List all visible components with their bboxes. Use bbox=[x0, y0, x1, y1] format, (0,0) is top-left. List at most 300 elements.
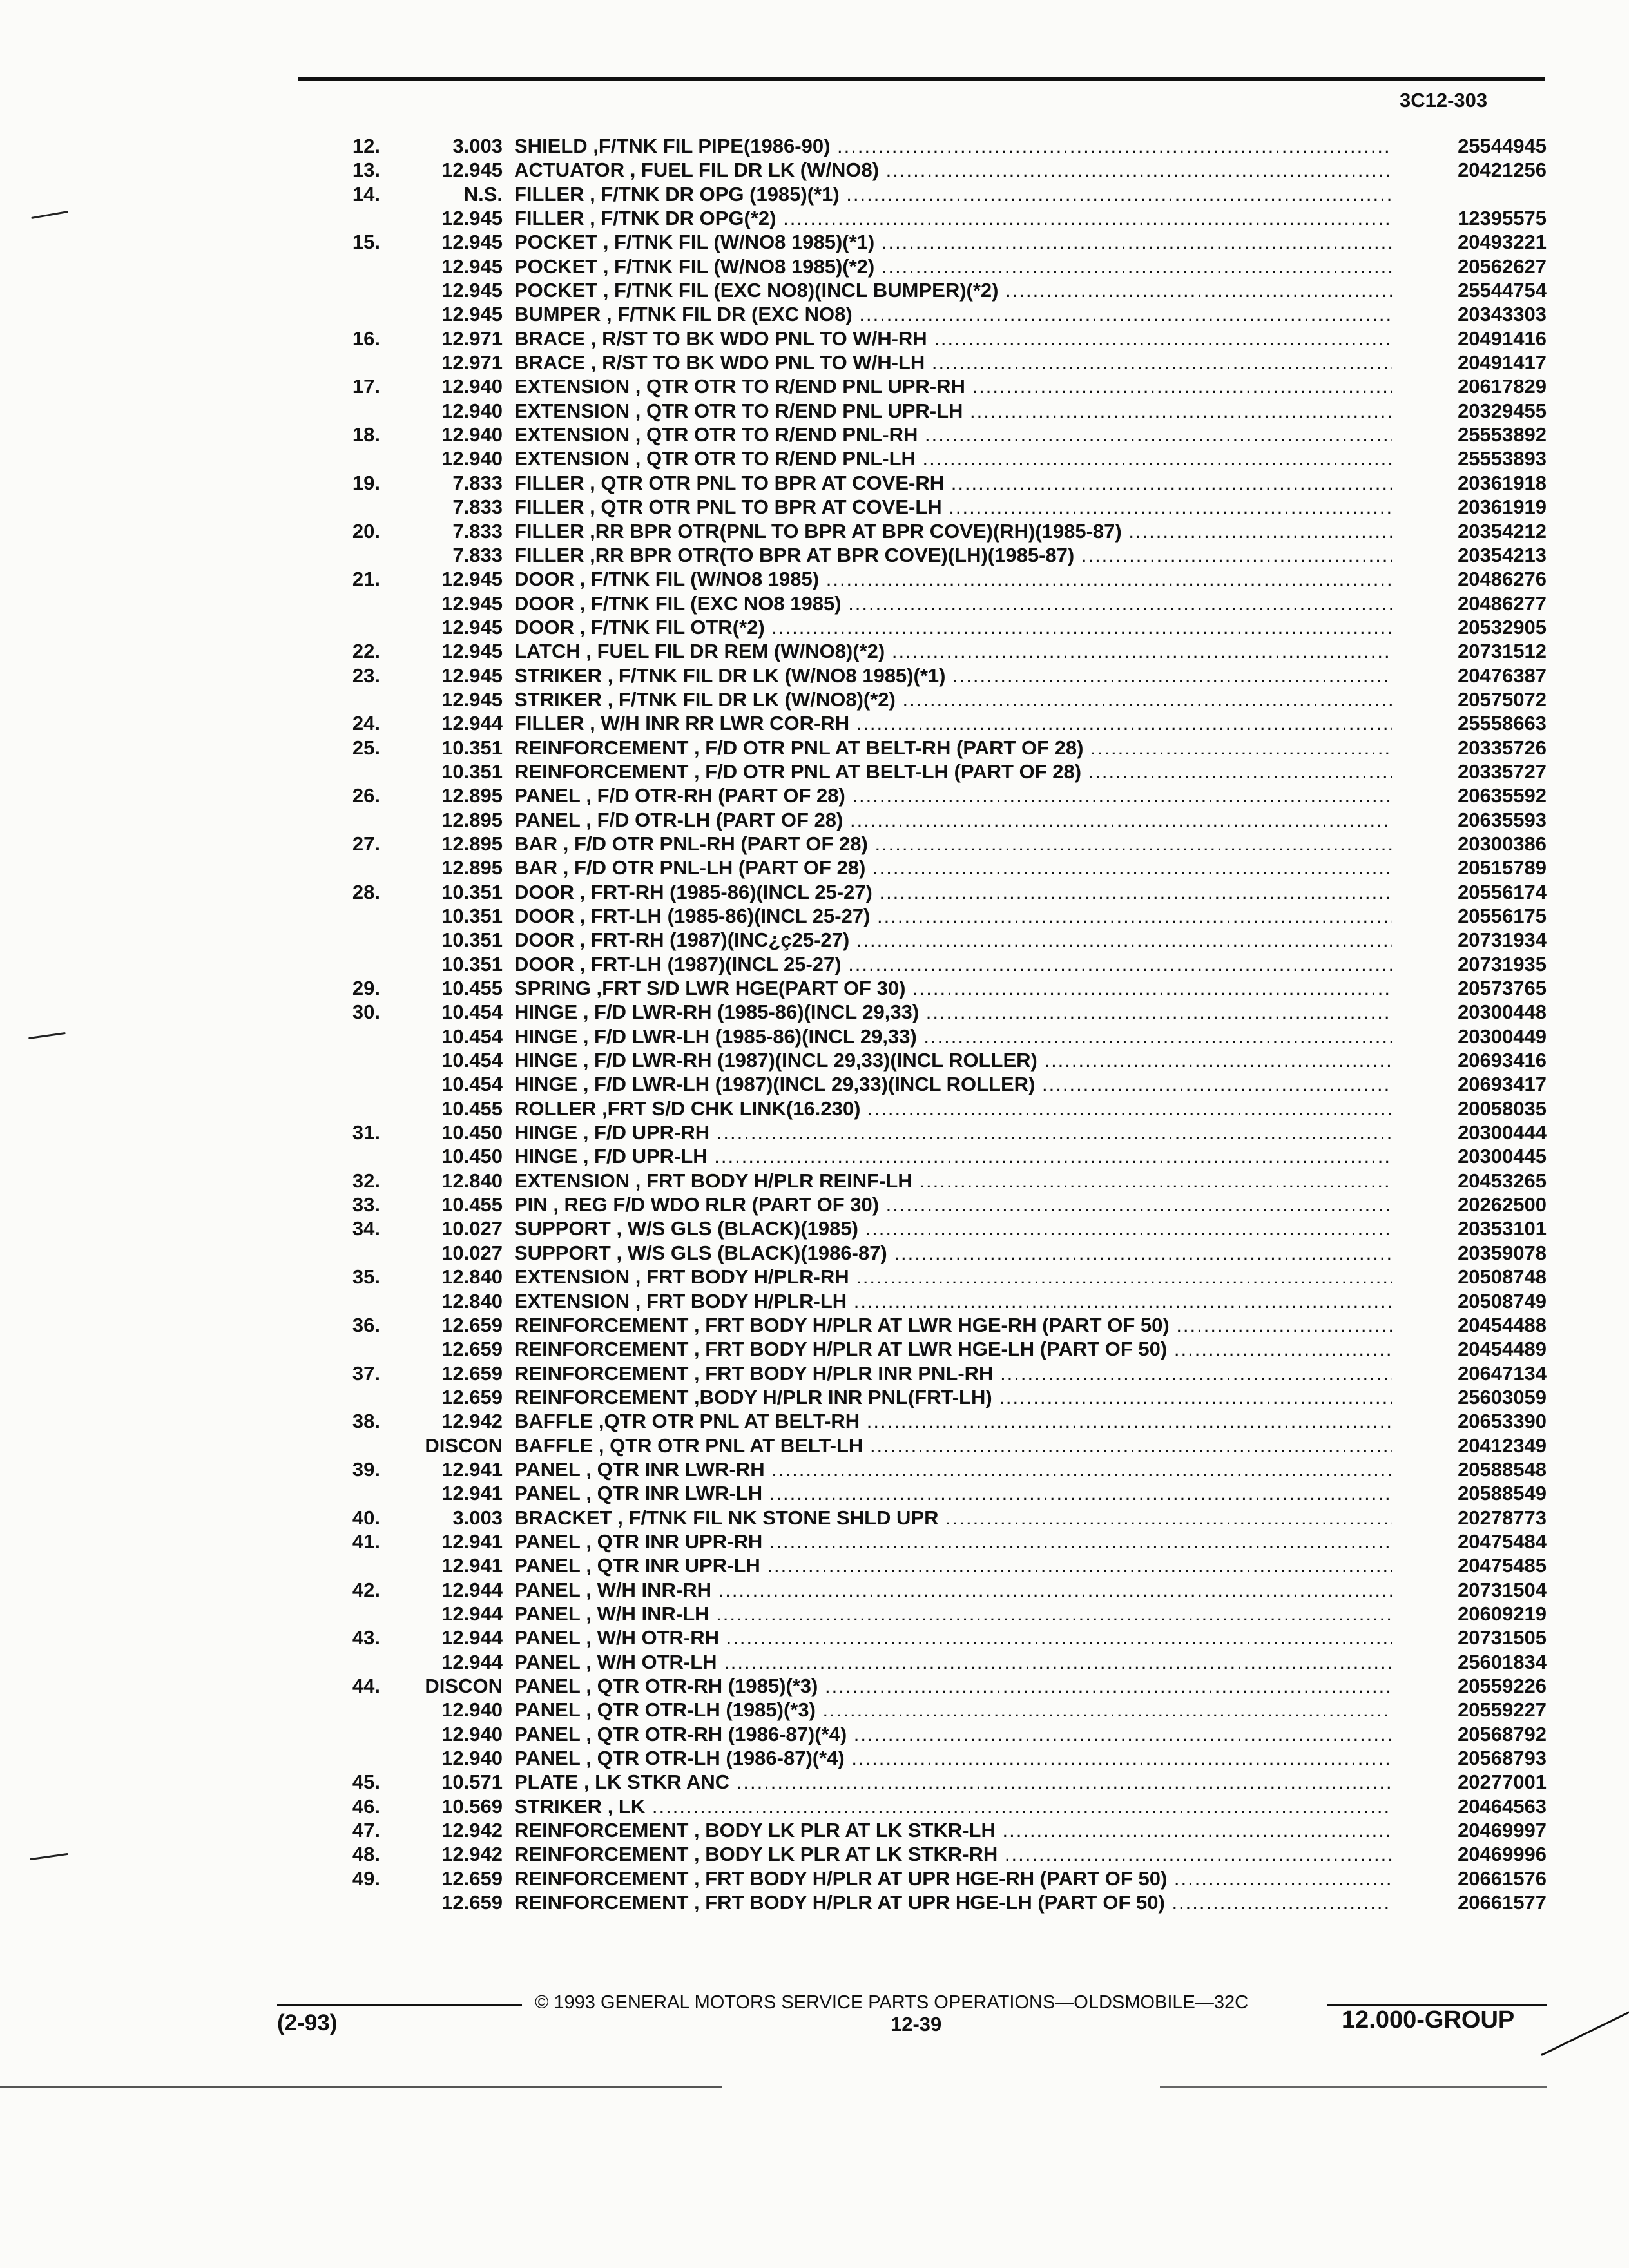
group-number: 12.945 bbox=[441, 207, 503, 230]
part-detail: ,RR BPR OTR(TO BPR AT BPR COVE)(LH)(1985-87) bbox=[590, 543, 1075, 566]
parts-row bbox=[290, 1698, 1547, 1722]
part-description bbox=[514, 1169, 1392, 1193]
part-number: 20486276 bbox=[1392, 567, 1547, 591]
parts-row bbox=[290, 976, 1547, 1000]
part-detail: , F/TNK DR OPG(*2) bbox=[590, 207, 776, 230]
parts-row bbox=[290, 664, 1547, 687]
part-name: SPRING bbox=[514, 977, 591, 1000]
parts-row bbox=[290, 1553, 1547, 1577]
part-detail: , F/TNK FIL NK STONE SHLD UPR bbox=[617, 1506, 939, 1529]
part-detail: , FUEL FIL DR LK (W/NO8) bbox=[630, 159, 880, 182]
part-detail: , F/TNK FIL (W/NO8 1985) bbox=[579, 568, 820, 591]
part-number: 20556175 bbox=[1392, 904, 1547, 928]
group-number: 12.940 bbox=[441, 1747, 503, 1770]
scan-mark bbox=[28, 1032, 66, 1039]
part-description bbox=[514, 711, 1392, 735]
group-number: 10.455 bbox=[441, 1097, 503, 1120]
part-number: 25553892 bbox=[1392, 423, 1547, 447]
part-number: 25553893 bbox=[1392, 447, 1547, 470]
part-number: 20568792 bbox=[1392, 1722, 1547, 1746]
part-description bbox=[514, 1457, 1392, 1481]
group-number: 10.450 bbox=[441, 1145, 503, 1168]
parts-row bbox=[290, 1794, 1547, 1818]
part-number: 20617829 bbox=[1392, 374, 1547, 398]
part-number: 20343303 bbox=[1392, 302, 1547, 326]
parts-row bbox=[290, 1409, 1547, 1433]
parts-row bbox=[290, 639, 1547, 663]
part-detail: , BODY LK PLR AT LK STKR-LH bbox=[694, 1819, 996, 1842]
item-ref-number: 15. bbox=[352, 231, 380, 254]
part-number: 20731512 bbox=[1392, 639, 1547, 663]
part-detail: , F/D LWR-RH (1987)(INCL 29,33)(INCL ROLLER) bbox=[583, 1049, 1037, 1072]
part-name: REINFORCEMENT bbox=[514, 1338, 689, 1361]
group-number: 10.351 bbox=[441, 760, 503, 783]
part-detail: , QTR OTR TO R/END PNL-LH bbox=[635, 447, 916, 470]
part-name: POCKET bbox=[514, 279, 598, 302]
part-name: DOOR bbox=[514, 568, 574, 591]
group-number: 12.659 bbox=[441, 1361, 503, 1385]
part-name: SUPPORT bbox=[514, 1241, 611, 1264]
part-number: 25601834 bbox=[1392, 1650, 1547, 1674]
part-description bbox=[514, 1650, 1392, 1674]
part-description bbox=[514, 1890, 1392, 1914]
part-number: 20647134 bbox=[1392, 1361, 1547, 1385]
part-name: PANEL bbox=[514, 1650, 581, 1673]
part-description bbox=[514, 1072, 1392, 1096]
part-detail: , F/TNK FIL DR (EXC NO8) bbox=[606, 303, 853, 326]
part-detail: , FRT BODY H/PLR AT UPR HGE-RH (PART OF 50) bbox=[694, 1867, 1168, 1890]
part-description bbox=[514, 1698, 1392, 1722]
parts-row bbox=[290, 1048, 1547, 1072]
part-detail: , F/TNK FIL (W/NO8 1985)(*2) bbox=[602, 255, 875, 278]
part-detail: ,FRT S/D LWR HGE(PART OF 30) bbox=[596, 977, 906, 1000]
parts-row bbox=[290, 1650, 1547, 1674]
group-number: 12.895 bbox=[441, 784, 503, 807]
part-detail: , R/ST TO BK WDO PNL TO W/H-LH bbox=[590, 351, 925, 374]
group-number: 7.833 bbox=[452, 471, 503, 494]
item-ref-number: 25. bbox=[352, 736, 380, 759]
part-detail: , REG F/D WDO RLR (PART OF 30) bbox=[553, 1193, 880, 1216]
parts-row bbox=[290, 230, 1547, 254]
part-description bbox=[514, 230, 1392, 254]
parts-row bbox=[290, 1722, 1547, 1746]
part-detail: , FRT-LH (1987)(INCL 25-27) bbox=[579, 952, 842, 975]
part-detail: , QTR INR UPR-RH bbox=[586, 1530, 763, 1553]
part-number: 20556174 bbox=[1392, 880, 1547, 904]
footer-copyright: © 1993 GENERAL MOTORS SERVICE PARTS OPERATIONS—OLDSMOBILE—32C bbox=[535, 1992, 1249, 2013]
parts-row bbox=[290, 711, 1547, 735]
part-detail: , F/TNK FIL DR LK (W/NO8)(*2) bbox=[607, 687, 896, 711]
parts-row bbox=[290, 1169, 1547, 1193]
parts-row bbox=[290, 567, 1547, 591]
part-name: FILLER bbox=[514, 495, 584, 519]
part-description bbox=[514, 182, 1392, 206]
part-detail: , FRT BODY H/PLR-RH bbox=[635, 1265, 849, 1289]
parts-row bbox=[290, 1193, 1547, 1216]
part-number: 20731935 bbox=[1392, 952, 1547, 976]
item-ref-number: 33. bbox=[352, 1193, 380, 1216]
part-name: EXTENSION bbox=[514, 375, 630, 398]
part-description bbox=[514, 736, 1392, 760]
item-ref-number: 47. bbox=[352, 1819, 380, 1842]
parts-row bbox=[290, 447, 1547, 470]
parts-row bbox=[290, 904, 1547, 928]
part-name: PANEL bbox=[514, 1747, 581, 1770]
parts-row bbox=[290, 1867, 1547, 1890]
part-description bbox=[514, 1313, 1392, 1337]
item-ref-number: 24. bbox=[352, 712, 380, 735]
part-name: EXTENSION bbox=[514, 1265, 630, 1289]
part-detail: , QTR OTR PNL TO BPR AT COVE-LH bbox=[590, 495, 942, 519]
part-description bbox=[514, 1216, 1392, 1240]
group-number: 12.941 bbox=[441, 1554, 503, 1577]
item-ref-number: 21. bbox=[352, 568, 380, 591]
group-number: 12.941 bbox=[441, 1482, 503, 1505]
item-ref-number: 40. bbox=[352, 1506, 380, 1529]
part-detail: , BODY LK PLR AT LK STKR-RH bbox=[694, 1843, 998, 1866]
parts-row bbox=[290, 374, 1547, 398]
part-number: 20335727 bbox=[1392, 760, 1547, 783]
part-detail: , W/H INR-RH bbox=[586, 1578, 711, 1601]
page-code: 3C12-303 bbox=[1400, 89, 1488, 111]
group-number: 12.659 bbox=[441, 1313, 503, 1336]
parts-row bbox=[290, 1842, 1547, 1866]
part-name: SUPPORT bbox=[514, 1217, 611, 1240]
group-number: 12.840 bbox=[441, 1265, 503, 1289]
group-number: 12.942 bbox=[441, 1410, 503, 1433]
part-description bbox=[514, 904, 1392, 928]
part-detail: ,FRT S/D CHK LINK(16.230) bbox=[602, 1097, 861, 1120]
item-ref-number: 48. bbox=[352, 1843, 380, 1866]
part-number: 20412349 bbox=[1392, 1434, 1547, 1457]
group-number: 12.895 bbox=[441, 832, 503, 855]
part-description bbox=[514, 447, 1392, 470]
part-detail: , QTR INR LWR-LH bbox=[586, 1482, 763, 1505]
part-detail: , QTR OTR-LH (1986-87)(*4) bbox=[586, 1747, 845, 1770]
part-name: DOOR bbox=[514, 905, 574, 927]
part-detail: , F/D OTR PNL-LH (PART OF 28) bbox=[563, 856, 866, 879]
part-detail: , QTR OTR-RH (1986-87)(*4) bbox=[586, 1722, 847, 1745]
item-ref-number: 23. bbox=[352, 664, 380, 687]
group-number: 10.351 bbox=[441, 928, 503, 952]
item-ref-number: 16. bbox=[352, 327, 380, 350]
part-description bbox=[514, 928, 1392, 952]
part-description bbox=[514, 302, 1392, 326]
part-name: FILLER bbox=[514, 207, 584, 230]
part-name: REINFORCEMENT bbox=[514, 1385, 689, 1408]
part-number: 20262500 bbox=[1392, 1193, 1547, 1216]
part-number: 20300445 bbox=[1392, 1144, 1547, 1168]
parts-row bbox=[290, 519, 1547, 543]
parts-row bbox=[290, 1120, 1547, 1144]
part-description bbox=[514, 1722, 1392, 1746]
part-description bbox=[514, 976, 1392, 1000]
part-detail: , FRT BODY H/PLR REINF-LH bbox=[635, 1169, 912, 1192]
group-number: 10.351 bbox=[441, 736, 503, 759]
part-detail: , F/D UPR-LH bbox=[583, 1145, 708, 1168]
part-detail: , F/TNK FIL OTR(*2) bbox=[579, 615, 765, 639]
part-name: REINFORCEMENT bbox=[514, 1361, 689, 1385]
part-description bbox=[514, 1097, 1392, 1120]
part-description bbox=[514, 519, 1392, 543]
part-name: PANEL bbox=[514, 1530, 581, 1553]
item-ref-number: 42. bbox=[352, 1578, 380, 1601]
bottom-rule-right bbox=[1160, 2086, 1547, 2088]
part-number: 20653390 bbox=[1392, 1409, 1547, 1433]
part-name: FILLER bbox=[514, 712, 584, 735]
part-name: BAR bbox=[514, 832, 558, 855]
group-number: 12.659 bbox=[441, 1867, 503, 1890]
part-name: BAR bbox=[514, 856, 558, 879]
group-number: 10.571 bbox=[441, 1771, 503, 1794]
parts-row bbox=[290, 1144, 1547, 1168]
parts-row bbox=[290, 880, 1547, 904]
parts-row bbox=[290, 423, 1547, 447]
group-number: 12.944 bbox=[441, 1602, 503, 1625]
group-number: 10.351 bbox=[441, 905, 503, 927]
part-name: PANEL bbox=[514, 1482, 581, 1505]
group-number: 12.659 bbox=[441, 1891, 503, 1914]
group-number: 10.455 bbox=[441, 977, 503, 1000]
part-number: 20491417 bbox=[1392, 351, 1547, 374]
part-detail: , FRT BODY H/PLR-LH bbox=[635, 1289, 847, 1312]
parts-row bbox=[290, 1481, 1547, 1505]
part-name: REINFORCEMENT bbox=[514, 1843, 689, 1866]
part-name: BRACE bbox=[514, 327, 586, 350]
part-description bbox=[514, 1842, 1392, 1866]
part-name: FILLER bbox=[514, 182, 584, 206]
group-number: 12.944 bbox=[441, 712, 503, 735]
part-number: 20453265 bbox=[1392, 1169, 1547, 1193]
part-name: HINGE bbox=[514, 1024, 578, 1048]
part-number: 25558663 bbox=[1392, 711, 1547, 735]
part-number: 20359078 bbox=[1392, 1241, 1547, 1265]
part-number: 20588548 bbox=[1392, 1457, 1547, 1481]
part-number: 20661576 bbox=[1392, 1867, 1547, 1890]
item-ref-number: 12. bbox=[352, 135, 380, 157]
part-number: 20661577 bbox=[1392, 1890, 1547, 1914]
parts-row bbox=[290, 1626, 1547, 1649]
parts-row bbox=[290, 1289, 1547, 1313]
part-name: DOOR bbox=[514, 928, 574, 952]
part-name: REINFORCEMENT bbox=[514, 1313, 689, 1336]
part-detail: , QTR INR UPR-LH bbox=[586, 1554, 760, 1577]
part-name: DOOR bbox=[514, 591, 574, 615]
parts-row bbox=[290, 1578, 1547, 1602]
part-detail: , W/S GLS (BLACK)(1986-87) bbox=[616, 1241, 887, 1264]
part-description bbox=[514, 1794, 1392, 1818]
part-detail: , LK STKR ANC bbox=[583, 1771, 730, 1794]
part-name: STRIKER bbox=[514, 687, 602, 711]
part-number: 20562627 bbox=[1392, 255, 1547, 278]
part-description bbox=[514, 1746, 1392, 1770]
part-detail: , QTR OTR-LH (1985)(*3) bbox=[586, 1698, 816, 1722]
part-description bbox=[514, 591, 1392, 615]
part-detail: , F/TNK DR OPG (1985)(*1) bbox=[590, 182, 840, 206]
part-name: PANEL bbox=[514, 1578, 581, 1601]
item-ref-number: 17. bbox=[352, 375, 380, 398]
part-description bbox=[514, 615, 1392, 639]
part-detail: ,BODY H/PLR INR PNL(FRT-LH) bbox=[694, 1385, 992, 1408]
part-detail: , F/TNK FIL (W/NO8 1985)(*1) bbox=[602, 231, 875, 254]
parts-row bbox=[290, 928, 1547, 952]
part-description bbox=[514, 1265, 1392, 1289]
part-number: 25544754 bbox=[1392, 278, 1547, 302]
part-number: 20300448 bbox=[1392, 1000, 1547, 1024]
part-description bbox=[514, 327, 1392, 351]
part-description bbox=[514, 278, 1392, 302]
part-number: 20532905 bbox=[1392, 615, 1547, 639]
group-number: N.S. bbox=[463, 182, 503, 206]
parts-row bbox=[290, 856, 1547, 879]
group-number: 12.895 bbox=[441, 856, 503, 879]
part-number: 20361919 bbox=[1392, 495, 1547, 519]
parts-row bbox=[290, 952, 1547, 976]
parts-row bbox=[290, 1072, 1547, 1096]
group-number: 7.833 bbox=[452, 543, 503, 566]
item-ref-number: 37. bbox=[352, 1361, 380, 1385]
part-name: REINFORCEMENT bbox=[514, 1867, 689, 1890]
part-number: 20635593 bbox=[1392, 808, 1547, 832]
part-detail: , QTR OTR TO R/END PNL-RH bbox=[635, 423, 918, 447]
scan-mark bbox=[31, 211, 68, 219]
part-number: 20058035 bbox=[1392, 1097, 1547, 1120]
group-number: 12.940 bbox=[441, 375, 503, 398]
group-number: 12.941 bbox=[441, 1457, 503, 1481]
part-name: STRIKER bbox=[514, 664, 602, 687]
group-number: 12.945 bbox=[441, 664, 503, 687]
part-detail: , FRT BODY H/PLR AT LWR HGE-LH (PART OF 50) bbox=[694, 1338, 1168, 1361]
parts-row bbox=[290, 278, 1547, 302]
part-detail: , F/D OTR-RH (PART OF 28) bbox=[586, 784, 845, 807]
top-rule bbox=[298, 77, 1545, 81]
part-description bbox=[514, 158, 1392, 182]
parts-row bbox=[290, 1241, 1547, 1265]
group-number: 10.455 bbox=[441, 1193, 503, 1216]
parts-row bbox=[290, 1674, 1547, 1698]
item-ref-number: 22. bbox=[352, 640, 380, 663]
part-detail: , FRT-LH (1985-86)(INCL 25-27) bbox=[579, 905, 871, 927]
parts-row bbox=[290, 1818, 1547, 1842]
part-number: 20491416 bbox=[1392, 327, 1547, 351]
part-detail: , F/D LWR-RH (1985-86)(INCL 29,33) bbox=[583, 1001, 920, 1024]
group-number: 3.003 bbox=[452, 135, 503, 157]
part-name: STRIKER bbox=[514, 1794, 602, 1818]
part-name: REINFORCEMENT bbox=[514, 1819, 689, 1842]
part-name: EXTENSION bbox=[514, 447, 630, 470]
part-name: DOOR bbox=[514, 952, 574, 975]
parts-row bbox=[290, 1457, 1547, 1481]
group-number: 12.940 bbox=[441, 1698, 503, 1722]
part-description bbox=[514, 1626, 1392, 1649]
parts-row bbox=[290, 1097, 1547, 1120]
part-description bbox=[514, 495, 1392, 519]
part-number: 20278773 bbox=[1392, 1506, 1547, 1530]
parts-row bbox=[290, 1313, 1547, 1337]
part-number: 20486277 bbox=[1392, 591, 1547, 615]
parts-row bbox=[290, 808, 1547, 832]
group-number: 10.351 bbox=[441, 880, 503, 903]
group-number: 12.840 bbox=[441, 1169, 503, 1192]
part-number: 20277001 bbox=[1392, 1770, 1547, 1794]
part-description bbox=[514, 1361, 1392, 1385]
parts-row bbox=[290, 1337, 1547, 1361]
group-number: 12.945 bbox=[441, 591, 503, 615]
part-description bbox=[514, 1867, 1392, 1890]
part-detail: , F/D OTR-LH (PART OF 28) bbox=[586, 808, 843, 831]
part-detail: , F/D LWR-LH (1987)(INCL 29,33)(INCL ROLLER) bbox=[583, 1073, 1036, 1096]
part-number: 20508748 bbox=[1392, 1265, 1547, 1289]
part-name: PIN bbox=[514, 1193, 548, 1216]
group-number: 12.940 bbox=[441, 423, 503, 447]
part-number: 20731934 bbox=[1392, 928, 1547, 952]
part-detail: , F/TNK FIL (EXC NO8)(INCL BUMPER)(*2) bbox=[602, 279, 999, 302]
item-ref-number: 46. bbox=[352, 1794, 380, 1818]
part-detail: , F/D LWR-LH (1985-86)(INCL 29,33) bbox=[583, 1024, 917, 1048]
parts-row bbox=[290, 832, 1547, 856]
item-ref-number: 38. bbox=[352, 1410, 380, 1433]
part-number: 20609219 bbox=[1392, 1602, 1547, 1626]
part-number: 20559227 bbox=[1392, 1698, 1547, 1722]
group-number: 12.659 bbox=[441, 1338, 503, 1361]
part-name: POCKET bbox=[514, 231, 598, 254]
group-number: DISCON bbox=[425, 1434, 503, 1457]
part-number: 20559226 bbox=[1392, 1674, 1547, 1698]
item-ref-number: 18. bbox=[352, 423, 380, 447]
part-description bbox=[514, 1144, 1392, 1168]
part-number: 20469997 bbox=[1392, 1818, 1547, 1842]
part-description bbox=[514, 255, 1392, 278]
group-number: 12.945 bbox=[441, 640, 503, 663]
part-detail: , QTR OTR PNL TO BPR AT COVE-RH bbox=[590, 471, 945, 494]
group-number: 12.971 bbox=[441, 351, 503, 374]
part-name: ACTUATOR bbox=[514, 159, 625, 182]
part-detail: , R/ST TO BK WDO PNL TO W/H-RH bbox=[590, 327, 927, 350]
item-ref-number: 45. bbox=[352, 1771, 380, 1794]
footer-page-number: 12-39 bbox=[891, 2013, 942, 2035]
item-ref-number: 39. bbox=[352, 1457, 380, 1481]
parts-row bbox=[290, 591, 1547, 615]
item-ref-number: 20. bbox=[352, 519, 380, 543]
part-name: HINGE bbox=[514, 1073, 578, 1096]
part-description bbox=[514, 423, 1392, 447]
item-ref-number: 31. bbox=[352, 1121, 380, 1144]
group-number: 12.895 bbox=[441, 808, 503, 831]
part-number: 20635592 bbox=[1392, 783, 1547, 807]
part-detail: , W/H OTR-LH bbox=[586, 1650, 717, 1673]
item-ref-number: 49. bbox=[352, 1867, 380, 1890]
part-number: 20575072 bbox=[1392, 687, 1547, 711]
part-name: PANEL bbox=[514, 1626, 581, 1649]
parts-row bbox=[290, 1506, 1547, 1530]
item-ref-number: 35. bbox=[352, 1265, 380, 1289]
part-description bbox=[514, 1289, 1392, 1313]
part-description bbox=[514, 374, 1392, 398]
part-description bbox=[514, 1506, 1392, 1530]
part-number: 20475484 bbox=[1392, 1530, 1547, 1553]
part-description bbox=[514, 543, 1392, 567]
group-number: 10.454 bbox=[441, 1073, 503, 1096]
parts-row bbox=[290, 760, 1547, 783]
group-number: DISCON bbox=[425, 1675, 503, 1697]
part-detail: , QTR OTR TO R/END PNL UPR-RH bbox=[635, 375, 965, 398]
group-number: 10.454 bbox=[441, 1024, 503, 1048]
parts-row bbox=[290, 158, 1547, 182]
part-detail: , FUEL FIL DR REM (W/NO8)(*2) bbox=[586, 640, 885, 663]
part-number: 20731505 bbox=[1392, 1626, 1547, 1649]
parts-row bbox=[290, 1265, 1547, 1289]
group-number: 10.450 bbox=[441, 1121, 503, 1144]
